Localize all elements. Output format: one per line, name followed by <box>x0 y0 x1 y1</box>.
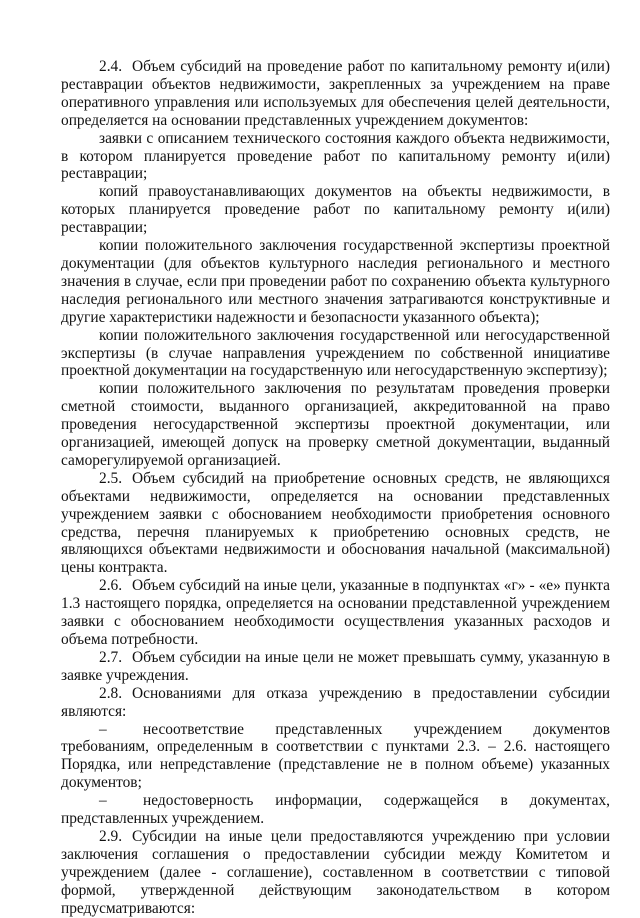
list-item-unreliability <box>61 792 610 828</box>
list-item-noncompliance <box>61 721 610 793</box>
paragraph-2-7 <box>61 649 610 685</box>
paragraph-2-5 <box>61 470 610 577</box>
paragraph-text: заявки с описанием технического состояния каждого объекта недвижимости, в котором планируется проведение работ по капитальному ремонту и(или) реставрации; <box>61 129 610 183</box>
paragraph-text: копии положительного заключения государственной или негосударственной экспертизы (в случае направления учреждением по собственной инициативе проектной документации на государственную или негосударственную экспертизу); <box>61 326 610 380</box>
paragraph-text: Объем субсидий на иные цели, указанные в подпунктах «г» - «е» пункта 1.3 настоящего порядка, определяется на основании представленной учреждением заявки с обоснованием необходимости осуществления указанных расходов и объема потребности. <box>61 577 610 648</box>
paragraph-2-4 <box>61 58 610 130</box>
paragraph-number: 2.7. <box>99 648 123 666</box>
paragraph-number: 2.5. <box>99 469 123 487</box>
paragraph-number: 2.6. <box>99 577 123 595</box>
paragraph-text: Основаниями для отказа учреждению в предоставлении субсидии являются: <box>61 684 610 720</box>
paragraph-text: копий правоустанавливающих документов на объекты недвижимости, в которых планируется проведение работ по капитальному ремонту и(или) реставрации; <box>61 183 610 237</box>
paragraph-2-6 <box>61 577 610 649</box>
paragraph-number: 2.9. <box>99 827 123 845</box>
list-item-expertise <box>61 327 610 381</box>
paragraph-text: Объем субсидий на проведение работ по капитальному ремонту и(или) реставрации объектов недвижимости, закрепленных за учреждением на праве оперативного управления или используемых для обеспечения целей деятельности, определяется на основании представленных учреждением документов: <box>61 58 610 129</box>
dash-marker: – <box>99 792 107 810</box>
paragraph-number: 2.4. <box>99 58 123 75</box>
paragraph-text: копии положительного заключения государственной экспертизы проектной документации (для объектов культурного наследия регионального и местного значения в случае, если при проведении работ по сохранению объекта культурного наследия регионального или местного значения затрагиваются конструктивные и другие характеристики надежности и безопасности указанного объекта); <box>61 237 610 326</box>
paragraph-text: Объем субсидии на иные цели не может превышать сумму, указанную в заявке учреждения. <box>61 648 610 684</box>
paragraph-text: копии положительного заключения по результатам проведения проверки сметной стоимости, выданного организацией, аккредитованной на право проведения негосударственной экспертизы проектной документации, или организацией, имеющей допуск на проверку сметной документации, выданный саморегулируемой организацией. <box>61 380 610 469</box>
paragraph-number: 2.8. <box>99 684 123 702</box>
paragraph-text: несоответствие представленных учреждением документов требованиям, определенным в соответствии с пунктами 2.3. – 2.6. настоящего Порядка, или непредставление (представление не в полном объеме) указанных документов; <box>61 720 610 792</box>
document-body <box>61 58 610 918</box>
list-item-application <box>61 130 610 184</box>
dash-marker: – <box>99 720 107 738</box>
paragraph-2-9 <box>61 828 610 918</box>
paragraph-2-8 <box>61 685 610 721</box>
list-item-estimate-check <box>61 380 610 470</box>
list-item-title-documents <box>61 183 610 237</box>
paragraph-text: Объем субсидий на приобретение основных средств, не являющихся объектами недвижимости, определяется на основании представленных учреждением заявки с обоснованием необходимости приобретения основного средства, перечня планируемых к приобретению основных средств, не являющихся объектами недвижимости и обоснования начальной (максимальной) цены контракта. <box>61 469 610 577</box>
paragraph-text: Субсидии на иные цели предоставляются учреждению при условии заключения соглашения о предоставлении субсидии между Комитетом и учреждением (далее - соглашение), составленном в соответствии с типовой формой, утвержденной действующим законодательством в котором предусматриваются: <box>61 827 610 917</box>
list-item-state-expertise <box>61 237 610 327</box>
paragraph-text: недостоверность информации, содержащейся в документах, представленных учреждением. <box>61 792 610 828</box>
